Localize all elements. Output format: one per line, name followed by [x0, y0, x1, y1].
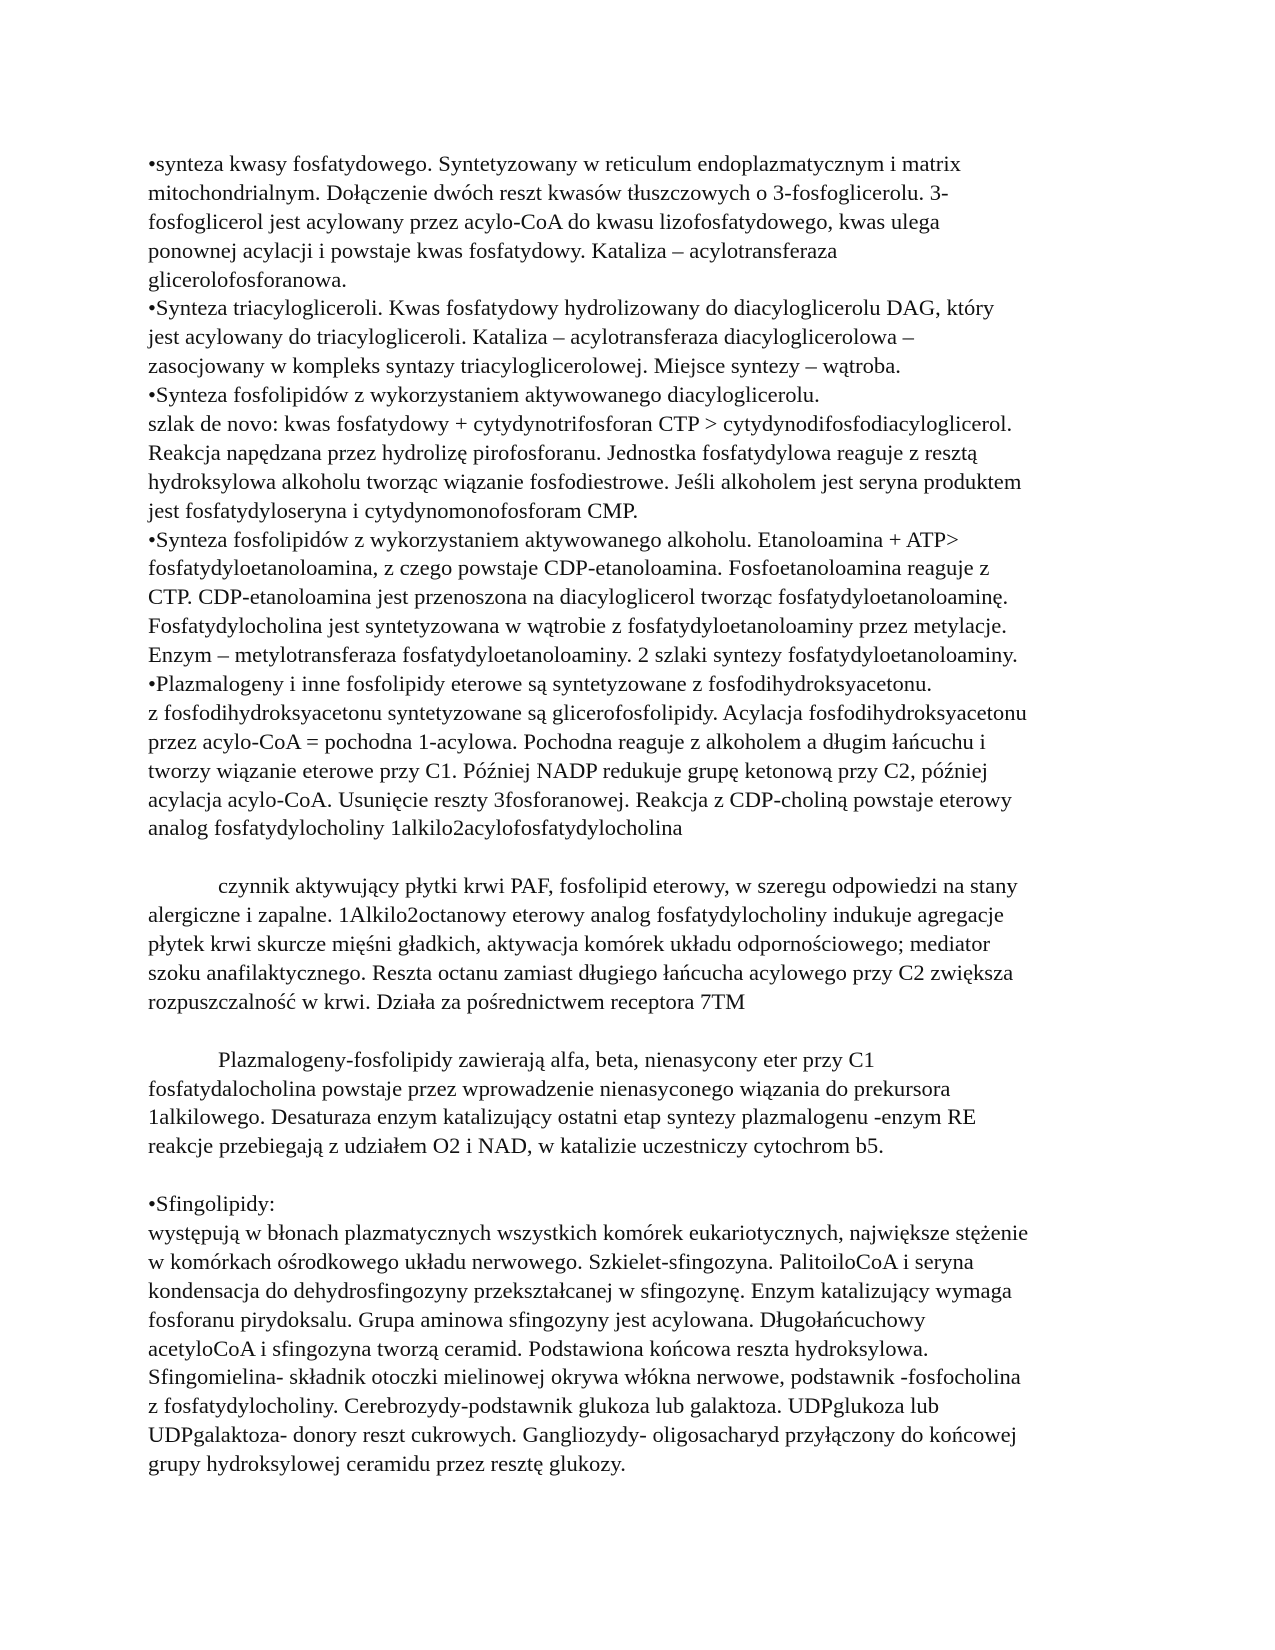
text-line: grupy hydroksylowej ceramidu przez resztę glukozy.	[148, 1451, 626, 1477]
text-line: acetyloCoA i sfingozyna tworzą ceramid. Podstawiona końcowa reszta hydroksylowa.	[148, 1335, 929, 1361]
text-line: szoku anafilaktycznego. Reszta octanu zamiast długiego łańcucha acylowego przy C2 zwiększa	[148, 959, 1014, 985]
text-line: glicerolofosforanowa.	[148, 266, 347, 292]
paragraph-gap	[148, 843, 1138, 872]
text-line: płytek krwi skurcze mięśni gładkich, aktywacja komórek układu odpornościowego; mediator	[148, 931, 991, 957]
document-body	[148, 150, 1138, 1479]
text-line: jest fosfatydyloseryna i cytydynomonofosforam CMP.	[148, 497, 639, 523]
text-line: z fosfatydylocholiny. Cerebrozydy-podstawnik glukoza lub galaktoza. UDPglukoza lub	[148, 1393, 940, 1419]
text-line: 1alkilowego. Desaturaza enzym katalizujący ostatni etap syntezy plazmalogenu -enzym RE	[148, 1104, 977, 1130]
text-line: Sfingomielina- składnik otoczki mielinowej okrywa włókna nerwowe, podstawnik -fosfocholina	[148, 1364, 1021, 1390]
text-line: •Synteza triacylogliceroli. Kwas fosfatydowy hydrolizowany do diacyloglicerolu DAG, który	[148, 295, 995, 321]
text-line: CTP. CDP-etanoloamina jest przenoszona na diacyloglicerol tworząc fosfatydyloetanoloaminę.	[148, 584, 1009, 610]
text-line: czynnik aktywujący płytki krwi PAF, fosfolipid eterowy, w szeregu odpowiedzi na stany	[218, 873, 1018, 899]
text-line: zasocjowany w kompleks syntazy triacyloglicerolowej. Miejsce syntezy – wątroba.	[148, 353, 901, 379]
text-line: •Synteza fosfolipidów z wykorzystaniem aktywowanego alkoholu. Etanoloamina + ATP>	[148, 526, 959, 552]
sfingolipidy-section	[148, 1190, 1138, 1479]
text-line: tworzy wiązanie eterowe przy C1. Później NADP redukuje grupę ketonową przy C2, później	[148, 757, 988, 783]
text-line: Reakcja napędzana przez hydrolizę pirofosforanu. Jednostka fosfatydylowa reaguje z resztą	[148, 439, 978, 465]
text-line: jest acylowany do triacylogliceroli. Kataliza – acylotransferaza diacyloglicerolowa –	[148, 324, 914, 350]
text-line: mitochondrialnym. Dołączenie dwóch reszt kwasów tłuszczowych o 3-fosfoglicerolu. 3-	[148, 179, 949, 205]
paf-paragraph	[148, 872, 1138, 1016]
text-line: UDPgalaktoza- donory reszt cukrowych. Gangliozydy- oligosacharyd przyłączony do końcowej	[148, 1422, 1017, 1448]
text-line: rozpuszczalność w krwi. Działa za pośrednictwem receptora 7TM	[148, 988, 746, 1014]
text-line: Enzym – metylotransferaza fosfatydyloetanoloaminy. 2 szlaki syntezy fosfatydyloetanoloaminy.	[148, 642, 1018, 668]
paragraph-gap	[148, 1161, 1138, 1190]
text-line: Fosfatydylocholina jest syntetyzowana w wątrobie z fosfatydyloetanoloaminy przez metylacje.	[148, 613, 1007, 639]
section-heading: •Sfingolipidy:	[148, 1191, 276, 1217]
text-line: fosfatydyloetanoloamina, z czego powstaje CDP-etanoloamina. Fosfoetanoloamina reaguje z	[148, 555, 990, 581]
text-line: fosforanu pirydoksalu. Grupa aminowa sfingozyny jest acylowana. Długołańcuchowy	[148, 1306, 926, 1332]
text-line: Plazmalogeny-fosfolipidy zawierają alfa, beta, nienasycony eter przy C1	[218, 1046, 875, 1072]
text-line: przez acylo-CoA = pochodna 1-acylowa. Pochodna reaguje z alkoholem a długim łańcuchu i	[148, 728, 986, 754]
text-line: szlak de novo: kwas fosfatydowy + cytydynotrifosforan CTP > cytydynodifosfodiacyloglicerol.	[148, 411, 1013, 437]
text-line: analog fosfatydylocholiny 1alkilo2acylofosfatydylocholina	[148, 815, 683, 841]
text-line: fosfoglicerol jest acylowany przez acylo-CoA do kwasu lizofosfatydowego, kwas ulega	[148, 208, 940, 234]
text-line: występują w błonach plazmatycznych wszystkich komórek eukariotycznych, największe stężenie	[148, 1219, 1029, 1245]
text-line: fosfatydalocholina powstaje przez wprowadzenie nienasyconego wiązania do prekursora	[148, 1075, 951, 1101]
text-line: acylacja acylo-CoA. Usunięcie reszty 3fosforanowej. Reakcja z CDP-choliną powstaje eterowy	[148, 786, 1012, 812]
text-line: kondensacja do dehydrosfingozyny przekształcanej w sfingozynę. Enzym katalizujący wymaga	[148, 1277, 1012, 1303]
text-line: w komórkach ośrodkowego układu nerwowego. Szkielet-sfingozyna. PalitoiloCoA i seryna	[148, 1248, 974, 1274]
plazmalogeny-paragraph	[148, 1046, 1138, 1162]
paragraph-gap	[148, 1017, 1138, 1046]
text-line: •Plazmalogeny i inne fosfolipidy eterowe są syntetyzowane z fosfodihydroksyacetonu.	[148, 671, 933, 697]
text-line: z fosfodihydroksyacetonu syntetyzowane są glicerofosfolipidy. Acylacja fosfodihydroksyacetonu	[148, 699, 1027, 725]
text-line: reakcje przebiegają z udziałem O2 i NAD, w katalizie uczestniczy cytochrom b5.	[148, 1133, 884, 1159]
text-line: hydroksylowa alkoholu tworząc wiązanie fosfodiestrowe. Jeśli alkoholem jest seryna produktem	[148, 468, 1022, 494]
text-line: alergiczne i zapalne. 1Alkilo2octanowy eterowy analog fosfatydylocholiny indukuje agregacje	[148, 902, 1004, 928]
synthesis-section	[148, 150, 1138, 843]
text-line: ponownej acylacji i powstaje kwas fosfatydowy. Kataliza – acylotransferaza	[148, 237, 838, 263]
text-line: •synteza kwasy fosfatydowego. Syntetyzowany w reticulum endoplazmatycznym i matrix	[148, 151, 961, 176]
text-line: •Synteza fosfolipidów z wykorzystaniem aktywowanego diacyloglicerolu.	[148, 382, 820, 408]
